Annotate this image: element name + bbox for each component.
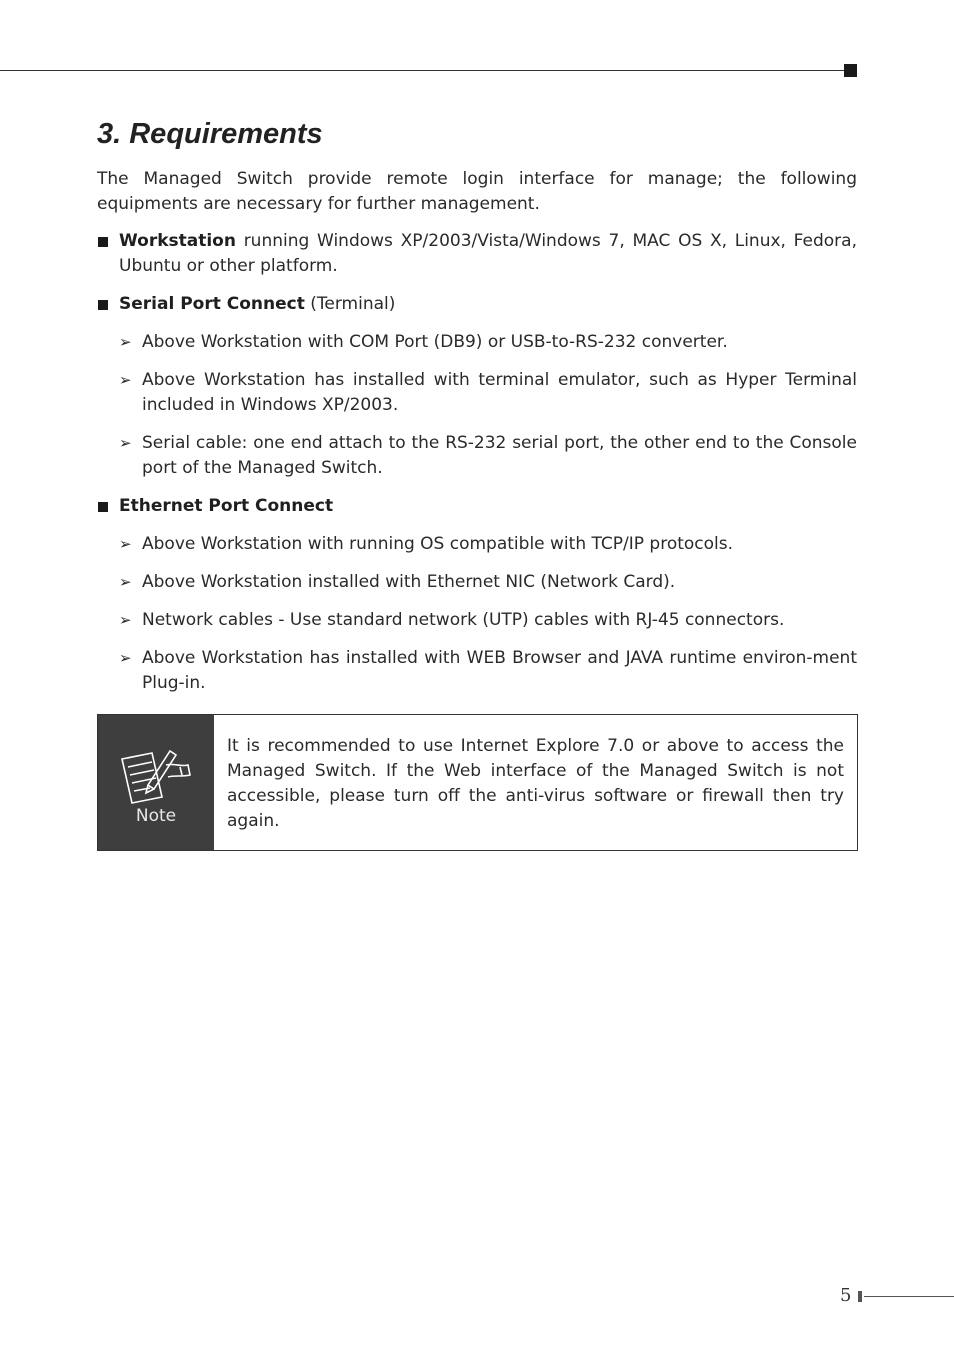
square-bullet-icon [98,237,108,247]
list-item [97,532,857,557]
page-content [97,118,857,709]
bullet-workstation [97,229,857,279]
header-square-marker [844,64,857,77]
bullet-title: Ethernet Port Connect [119,496,334,516]
bullet-ethernet-port [97,494,857,519]
list-item [97,646,857,696]
list-item-text: Above Workstation has installed with terminal emulator, such as Hyper Terminal included in Windows XP/2003. [142,370,857,415]
arrow-bullet-icon: ➢ [119,371,132,389]
note-box [97,714,858,851]
bullet-text: running Windows XP/2003/Vista/Windows 7, MAC OS X, Linux, Fedora, Ubuntu or other platform. [119,231,857,276]
note-label: Note [135,806,177,826]
square-bullet-icon [98,300,108,310]
arrow-bullet-icon: ➢ [119,333,132,351]
bullet-text: (Terminal) [304,294,396,314]
list-item [97,570,857,595]
bullet-title: Workstation [119,231,236,251]
section-heading: 3. Requirements [97,118,323,150]
arrow-bullet-icon: ➢ [119,649,132,667]
arrow-bullet-icon: ➢ [119,573,132,591]
list-item-text: Above Workstation has installed with WEB Browser and JAVA runtime environ-ment Plug-in. [142,648,857,693]
list-item-text: Above Workstation installed with Ethernet NIC (Network Card). [142,572,676,592]
header-rule [0,70,848,71]
footer-rule [864,1296,954,1297]
note-text: It is recommended to use Internet Explore 7.0 or above to access the Managed Switch. If the Web interface of the Managed Switch is not accessible, please turn off the anti-virus software or firewall then try again. [227,736,844,831]
list-item-text: Serial cable: one end attach to the RS-232 serial port, the other end to the Console port of the Managed Switch. [142,433,857,478]
page-number: 5 [840,1285,852,1306]
list-item [97,608,857,633]
arrow-bullet-icon: ➢ [119,611,132,629]
list-item-text: Above Workstation with running OS compatible with TCP/IP protocols. [142,534,734,554]
footer-tick [858,1291,862,1302]
arrow-bullet-icon: ➢ [119,434,132,452]
note-pen-icon [118,745,194,805]
arrow-bullet-icon: ➢ [119,535,132,553]
intro-paragraph: The Managed Switch provide remote login interface for manage; the following equipments are necessary for further management. [97,169,857,214]
list-item-text: Network cables - Use standard network (UTP) cables with RJ-45 connectors. [142,610,785,630]
list-item [97,330,857,355]
bullet-title: Serial Port Connect [119,294,305,314]
list-item-text: Above Workstation with COM Port (DB9) or USB-to-RS-232 converter. [142,332,728,352]
list-item [97,431,857,481]
list-item [97,368,857,418]
square-bullet-icon [98,502,108,512]
note-sidebar [98,715,214,850]
bullet-serial-port [97,292,857,317]
